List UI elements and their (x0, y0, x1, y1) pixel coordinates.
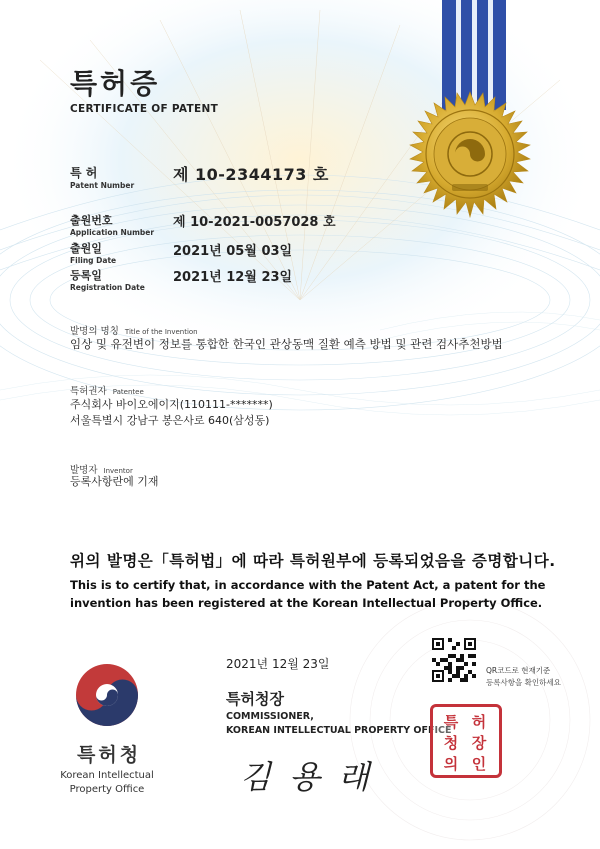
seal-char: 특 (443, 713, 459, 731)
filing-date-label: 출원일 (70, 242, 102, 255)
registration-date-value: 2021년 12월 23일 (173, 270, 293, 285)
application-number-label: 출원번호 (70, 214, 113, 227)
qr-caption-line2: 등록사항을 확인하세요 (486, 678, 561, 687)
inventor-label: 발명자 (70, 465, 98, 476)
certification-statement-ko: 위의 발명은「특허법」에 따라 특허원부에 등록되었음을 증명합니다. (70, 552, 556, 570)
seal-char: 청 (443, 734, 459, 752)
application-number-value: 제 10-2021-0057028 호 (173, 215, 336, 230)
registration-date-label-en: Registration Date (70, 283, 145, 292)
official-red-seal (430, 704, 502, 778)
filing-date-value: 2021년 05월 03일 (173, 244, 293, 259)
seal-char: 인 (471, 755, 487, 773)
certificate-title-en: CERTIFICATE OF PATENT (70, 103, 219, 115)
certification-statement-en-line2: invention has been registered at the Korean Intellectual Property Office. (70, 596, 543, 610)
kipo-logo-icon (74, 662, 140, 728)
commissioner-signature: 김 용 래 (240, 758, 374, 796)
patent-number-label-en: Patent Number (70, 181, 135, 190)
inventor-label-en: Inventor (103, 467, 133, 475)
inventor-value: 등록사항란에 기재 (70, 475, 159, 488)
invention-title-label-en: Title of the Invention (124, 328, 198, 336)
commissioner-title: 특허청장 (226, 690, 284, 708)
qr-caption-line1: QR코드로 현재기준 (486, 666, 551, 675)
gold-seal (395, 80, 545, 230)
registration-date-label: 등록일 (70, 269, 102, 282)
seal-characters (437, 711, 493, 773)
patent-number-value: 제 10-2344173 호 (173, 165, 329, 184)
commissioner-title-en-line1: COMMISSIONER, (226, 711, 314, 722)
kipo-name-en-line2: Property Office (69, 784, 145, 795)
invention-title-value: 임상 및 유전변이 정보를 통합한 한국인 관상동맥 질환 예측 방법 및 관련 검사추천방법 (70, 337, 503, 351)
patentee-label: 특허권자 (70, 386, 107, 397)
application-number-label-en: Application Number (70, 228, 155, 237)
invention-title-label: 발명의 명칭 (70, 326, 119, 337)
kipo-name-ko: 특허청 (77, 744, 142, 766)
issue-date: 2021년 12월 23일 (226, 657, 330, 671)
patentee-label-en: Patentee (112, 388, 144, 396)
qr-code-icon[interactable] (432, 638, 476, 682)
patentee-name: 주식회사 바이오에이지(110111-*******) (70, 398, 273, 411)
patent-number-label: 특 허 (70, 166, 98, 180)
seal-char: 허 (471, 713, 487, 731)
filing-date-label-en: Filing Date (70, 256, 117, 265)
seal-char: 장 (471, 734, 487, 752)
seal-char: 의 (443, 755, 459, 773)
certificate-title: 특허증 (70, 67, 161, 100)
patentee-address: 서울특별시 강남구 봉은사로 640(삼성동) (70, 414, 270, 427)
kipo-name-en-line1: Korean Intellectual (60, 770, 154, 781)
commissioner-title-en-line2: KOREAN INTELLECTUAL PROPERTY OFFICE (226, 725, 452, 736)
certification-statement-en-line1: This is to certify that, in accordance with the Patent Act, a patent for the (70, 578, 546, 592)
